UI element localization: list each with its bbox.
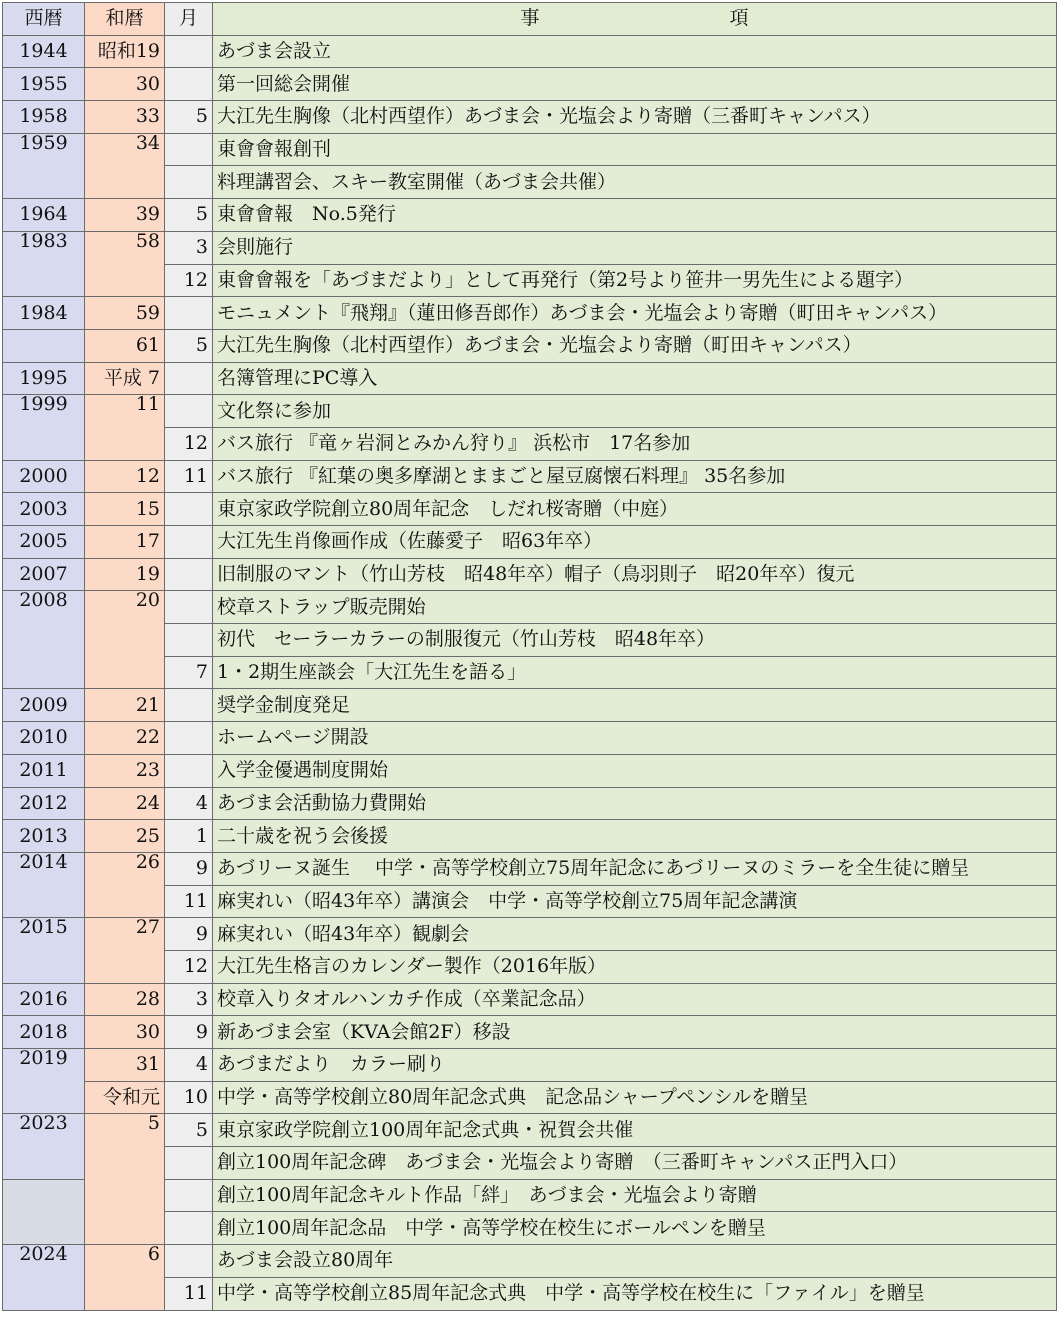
month-cell <box>165 754 213 787</box>
wareki-cell: 20 <box>85 591 165 689</box>
table-row <box>3 820 1057 853</box>
event-cell: 中学・高等学校創立80周年記念式典 記念品シャープペンシルを贈呈 <box>213 1081 1057 1114</box>
month-cell <box>165 689 213 722</box>
event-cell: あづま会設立 <box>213 35 1057 68</box>
history-table <box>2 2 1057 1311</box>
month-cell <box>165 591 213 624</box>
event-cell: 第一回総会開催 <box>213 68 1057 101</box>
table-row <box>3 1049 1057 1082</box>
table-row <box>3 754 1057 787</box>
event-cell: 東會會報 No.5発行 <box>213 199 1057 232</box>
wareki-cell: 31 <box>85 1049 165 1082</box>
table-row <box>3 101 1057 134</box>
table-row <box>3 362 1057 395</box>
table-row <box>3 395 1057 428</box>
event-cell: 東會會報を「あづまだより」として再発行（第2号より笹井一男先生による題字） <box>213 264 1057 297</box>
event-cell: モニュメント『飛翔』（蓮田修吾郎作）あづま会・光塩会より寄贈（町田キャンパス） <box>213 297 1057 330</box>
month-cell <box>165 68 213 101</box>
month-cell: 12 <box>165 264 213 297</box>
month-cell <box>165 297 213 330</box>
event-cell: 東會會報創刊 <box>213 133 1057 166</box>
table-row <box>3 591 1057 624</box>
wareki-cell: 24 <box>85 787 165 820</box>
event-cell: 旧制服のマント（竹山芳枝 昭48年卒）帽子（鳥羽則子 昭20年卒）復元 <box>213 558 1057 591</box>
table-row <box>3 68 1057 101</box>
year-cell: 1983 <box>3 231 85 296</box>
event-cell: あづまだより カラー刷り <box>213 1049 1057 1082</box>
month-cell <box>165 35 213 68</box>
month-cell <box>165 624 213 657</box>
year-cell: 1984 <box>3 297 85 330</box>
wareki-cell: 33 <box>85 101 165 134</box>
year-cell: 2024 <box>3 1245 85 1310</box>
year-cell: 2003 <box>3 493 85 526</box>
table-row <box>3 689 1057 722</box>
month-cell: 9 <box>165 1016 213 1049</box>
table-row <box>3 1016 1057 1049</box>
event-cell: 料理講習会、スキー教室開催（あづま会共催） <box>213 166 1057 199</box>
event-cell: 奨学金制度発足 <box>213 689 1057 722</box>
month-cell <box>165 493 213 526</box>
month-cell: 4 <box>165 1049 213 1082</box>
year-cell: 2011 <box>3 754 85 787</box>
header-event: 事 項 <box>213 3 1057 36</box>
year-cell: 2016 <box>3 983 85 1016</box>
wareki-cell: 6 <box>85 1245 165 1310</box>
month-cell <box>165 722 213 755</box>
month-cell: 5 <box>165 1114 213 1147</box>
header-year: 西暦 <box>3 3 85 36</box>
year-cell: 2014 <box>3 852 85 917</box>
month-cell <box>165 1179 213 1212</box>
table-row <box>3 1245 1057 1278</box>
month-cell: 11 <box>165 1277 213 1310</box>
event-cell: 大江先生胸像（北村西望作）あづま会・光塩会より寄贈（町田キャンパス） <box>213 329 1057 362</box>
event-cell: あづま会活動協力費開始 <box>213 787 1057 820</box>
table-row <box>3 493 1057 526</box>
wareki-cell: 58 <box>85 231 165 296</box>
wareki-cell: 令和元 <box>85 1081 165 1114</box>
wareki-cell: 17 <box>85 526 165 559</box>
month-cell: 3 <box>165 983 213 1016</box>
table-row <box>3 329 1057 362</box>
event-cell: 大江先生胸像（北村西望作）あづま会・光塩会より寄贈（三番町キャンパス） <box>213 101 1057 134</box>
event-cell: 創立100周年記念碑 あづま会・光塩会より寄贈 （三番町キャンパス正門入口） <box>213 1147 1057 1180</box>
event-cell: 1・2期生座談会「大江先生を語る」 <box>213 656 1057 689</box>
event-cell: あづリーヌ誕生 中学・高等学校創立75周年記念にあづリーヌのミラーを全生徒に贈呈 <box>213 852 1057 885</box>
wareki-cell: 19 <box>85 558 165 591</box>
year-cell: 1955 <box>3 68 85 101</box>
table-row <box>3 133 1057 166</box>
month-cell: 5 <box>165 199 213 232</box>
wareki-cell: 26 <box>85 852 165 917</box>
year-cell <box>3 329 85 362</box>
wareki-cell: 5 <box>85 1114 165 1245</box>
wareki-cell: 27 <box>85 918 165 983</box>
event-cell: 創立100周年記念品 中学・高等学校在校生にボールペンを贈呈 <box>213 1212 1057 1245</box>
table-row <box>3 35 1057 68</box>
table-row <box>3 852 1057 885</box>
month-cell: 12 <box>165 950 213 983</box>
month-cell <box>165 526 213 559</box>
event-cell: 中学・高等学校創立85周年記念式典 中学・高等学校在校生に「ファイル」を贈呈 <box>213 1277 1057 1310</box>
month-cell <box>165 1245 213 1278</box>
event-cell: 大江先生格言のカレンダー製作（2016年版） <box>213 950 1057 983</box>
header-row <box>3 3 1057 36</box>
table-row <box>3 787 1057 820</box>
month-cell: 11 <box>165 460 213 493</box>
table-row <box>3 918 1057 951</box>
month-cell <box>165 558 213 591</box>
event-cell: 創立100周年記念キルト作品「絆」 あづま会・光塩会より寄贈 <box>213 1179 1057 1212</box>
wareki-cell: 21 <box>85 689 165 722</box>
year-cell: 2000 <box>3 460 85 493</box>
year-cell: 2009 <box>3 689 85 722</box>
year-cell: 2015 <box>3 918 85 983</box>
table-row <box>3 983 1057 1016</box>
table-row <box>3 558 1057 591</box>
wareki-cell: 平成 7 <box>85 362 165 395</box>
year-cell: 2012 <box>3 787 85 820</box>
table-row <box>3 231 1057 264</box>
year-cell: 2018 <box>3 1016 85 1049</box>
wareki-cell: 30 <box>85 1016 165 1049</box>
wareki-cell: 23 <box>85 754 165 787</box>
year-cell: 2013 <box>3 820 85 853</box>
year-cell: 1944 <box>3 35 85 68</box>
event-cell: 初代 セーラーカラーの制服復元（竹山芳枝 昭48年卒） <box>213 624 1057 657</box>
year-cell: 1995 <box>3 362 85 395</box>
year-cell: 1959 <box>3 133 85 198</box>
wareki-cell: 61 <box>85 329 165 362</box>
month-cell <box>165 133 213 166</box>
event-cell: 入学金優遇制度開始 <box>213 754 1057 787</box>
wareki-cell: 12 <box>85 460 165 493</box>
event-cell: 麻実れい（昭43年卒）講演会 中学・高等学校創立75周年記念講演 <box>213 885 1057 918</box>
event-cell: 会則施行 <box>213 231 1057 264</box>
month-cell <box>165 1212 213 1245</box>
table-row <box>3 297 1057 330</box>
event-cell: 校章ストラップ販売開始 <box>213 591 1057 624</box>
header-month: 月 <box>165 3 213 36</box>
table-row <box>3 460 1057 493</box>
event-cell: 麻実れい（昭43年卒）観劇会 <box>213 918 1057 951</box>
wareki-cell: 22 <box>85 722 165 755</box>
year-cell: 2010 <box>3 722 85 755</box>
month-cell: 5 <box>165 101 213 134</box>
event-cell: 二十歳を祝う会後援 <box>213 820 1057 853</box>
wareki-cell: 34 <box>85 133 165 198</box>
event-cell: バス旅行 『紅葉の奥多摩湖とままごと屋豆腐懐石料理』 35名参加 <box>213 460 1057 493</box>
year-cell: 2005 <box>3 526 85 559</box>
month-cell <box>165 362 213 395</box>
table-row <box>3 1114 1057 1147</box>
month-cell: 10 <box>165 1081 213 1114</box>
event-cell: 文化祭に参加 <box>213 395 1057 428</box>
year-cell: 2008 <box>3 591 85 689</box>
table-row <box>3 199 1057 232</box>
month-cell <box>165 1147 213 1180</box>
event-cell: あづま会設立80周年 <box>213 1245 1057 1278</box>
year-cell: 2007 <box>3 558 85 591</box>
event-cell: 大江先生肖像画作成（佐藤愛子 昭63年卒） <box>213 526 1057 559</box>
month-cell: 12 <box>165 427 213 460</box>
event-cell: 東京家政学院創立100周年記念式典・祝賀会共催 <box>213 1114 1057 1147</box>
wareki-cell: 39 <box>85 199 165 232</box>
event-cell: 東京家政学院創立80周年記念 しだれ桜寄贈（中庭） <box>213 493 1057 526</box>
event-cell: 校章入りタオルハンカチ作成（卒業記念品） <box>213 983 1057 1016</box>
year-cell: 2019 <box>3 1049 85 1114</box>
wareki-cell: 28 <box>85 983 165 1016</box>
wareki-cell: 15 <box>85 493 165 526</box>
wareki-cell: 25 <box>85 820 165 853</box>
month-cell: 7 <box>165 656 213 689</box>
year-cell: 1999 <box>3 395 85 460</box>
table-row <box>3 526 1057 559</box>
wareki-cell: 昭和19 <box>85 35 165 68</box>
month-cell: 3 <box>165 231 213 264</box>
year-cell: 1958 <box>3 101 85 134</box>
month-cell: 11 <box>165 885 213 918</box>
month-cell: 9 <box>165 852 213 885</box>
year-cell: 2023 <box>3 1114 85 1179</box>
event-cell: 名簿管理にPC導入 <box>213 362 1057 395</box>
wareki-cell: 30 <box>85 68 165 101</box>
year-cell-empty <box>3 1179 85 1244</box>
month-cell <box>165 166 213 199</box>
month-cell: 9 <box>165 918 213 951</box>
month-cell: 5 <box>165 329 213 362</box>
event-cell: ホームページ開設 <box>213 722 1057 755</box>
year-cell: 1964 <box>3 199 85 232</box>
header-wareki: 和暦 <box>85 3 165 36</box>
month-cell: 1 <box>165 820 213 853</box>
table-row <box>3 722 1057 755</box>
month-cell: 4 <box>165 787 213 820</box>
month-cell <box>165 395 213 428</box>
event-cell: バス旅行 『竜ヶ岩洞とみかん狩り』 浜松市 17名参加 <box>213 427 1057 460</box>
wareki-cell: 11 <box>85 395 165 460</box>
wareki-cell: 59 <box>85 297 165 330</box>
event-cell: 新あづま会室（KVA会館2F）移設 <box>213 1016 1057 1049</box>
table-row <box>3 1081 1057 1114</box>
